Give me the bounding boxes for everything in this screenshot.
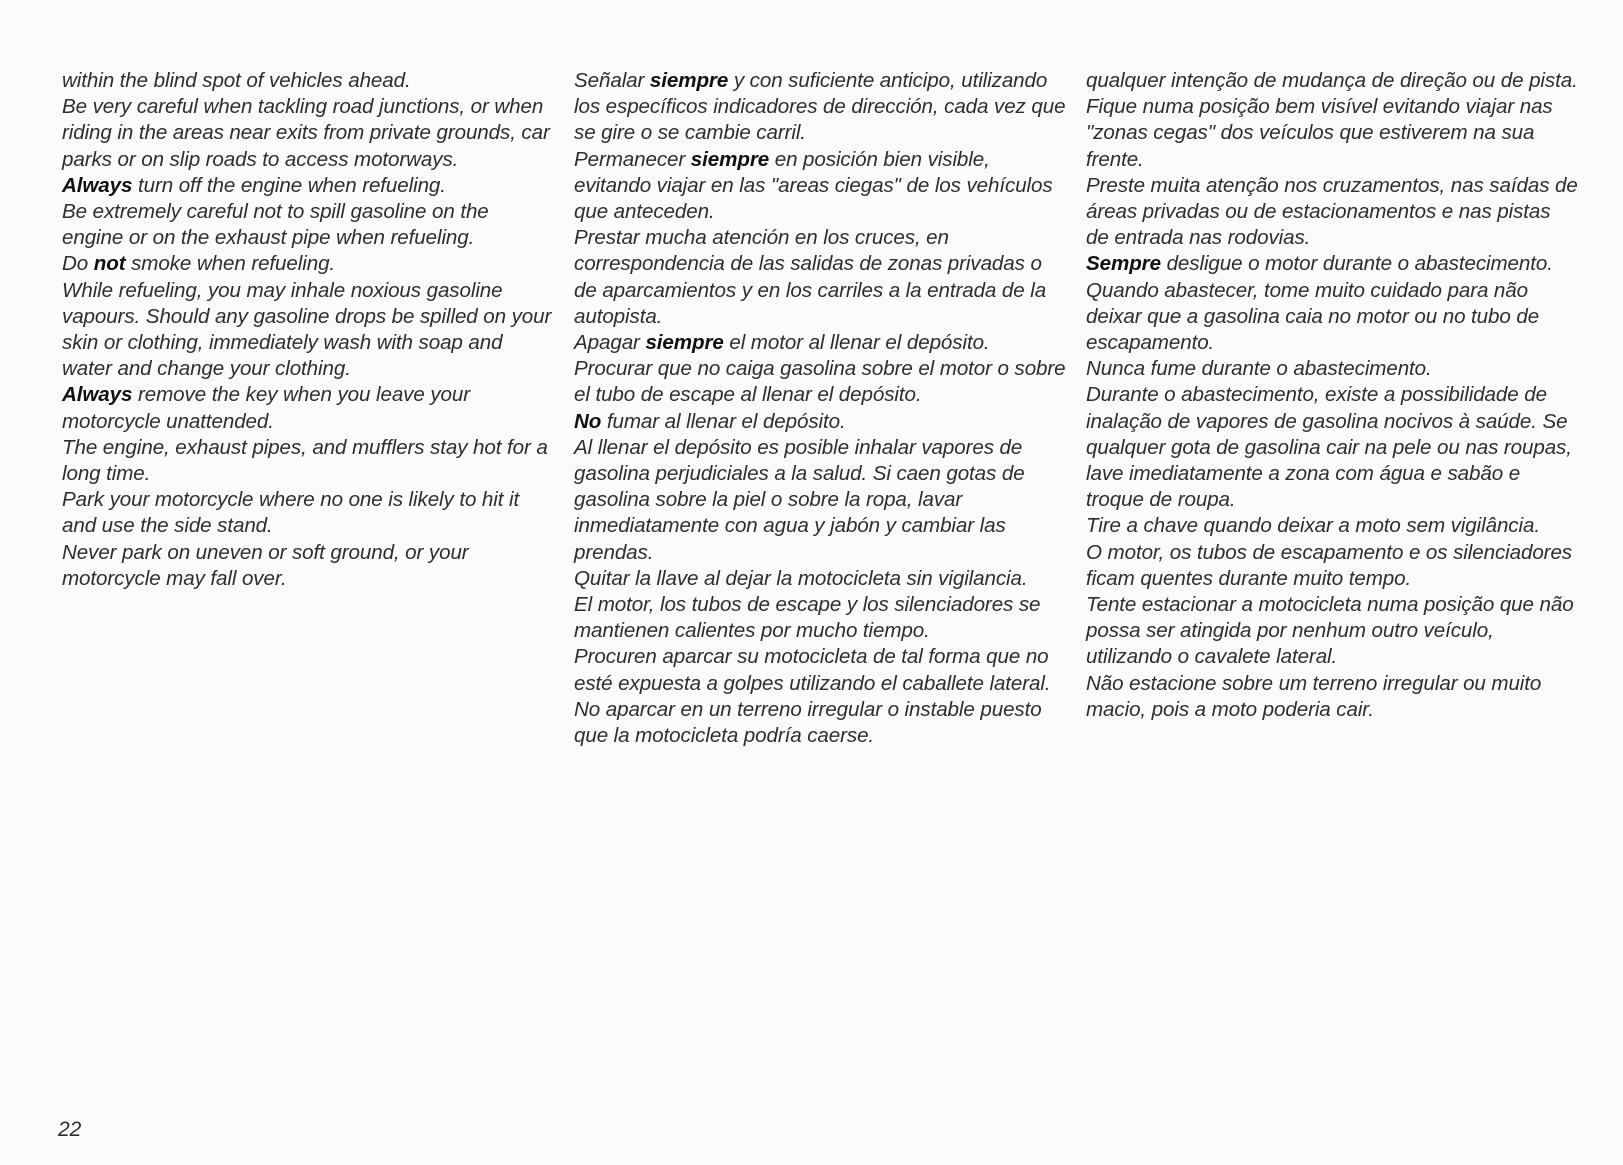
paragraph: Do not smoke when refueling. (62, 252, 336, 276)
paragraph: Al llenar el depósito es posible inhalar vapores de gasolina perjudiciales a la salud. Si caen gotas de gasolina sobre la piel o sobre la ropa, lavar inmediatamente con agua y jabón y cambiar las prendas. (574, 435, 1025, 564)
paragraph: Sempre desligue o motor durante o abastecimento. (1086, 252, 1553, 276)
paragraph: Durante o abastecimento, existe a possibilidade de inalação de vapores de gasolina nocivos à saúde. Se qualquer gota de gasolina cair na pele ou nas roupas, lave imediatamente a zona com água e sabão e troque de roupa. (1086, 383, 1572, 512)
spanish-column (574, 68, 1066, 749)
paragraph: Preste muita atenção nos cruzamentos, nas saídas de áreas privadas ou de estacionamentos e nas pistas de entrada nas rodovias. (1086, 173, 1578, 250)
paragraph: Apagar siempre el motor al llenar el depósito. (574, 331, 990, 355)
paragraph: Procurar que no caiga gasolina sobre el motor o sobre el tubo de escape al llenar el depósito. (574, 357, 1066, 407)
paragraph: El motor, los tubos de escape y los silenciadores se mantienen calientes por mucho tiempo. (574, 593, 1041, 643)
paragraph: Permanecer siempre en posición bien visible, evitando viajar en las "areas ciegas" de los vehículos que anteceden. (574, 147, 1053, 224)
paragraph: Quando abastecer, tome muito cuidado para não deixar que a gasolina caia no motor ou no tubo de escapamento. (1086, 278, 1540, 355)
paragraph: Quitar la llave al dejar la motocicleta sin vigilancia. (574, 566, 1028, 590)
paragraph: Be extremely careful not to spill gasoline on the engine or on the exhaust pipe when refueling. (62, 200, 489, 250)
paragraph: within the blind spot of vehicles ahead. (62, 69, 411, 92)
paragraph: Park your motorcycle where no one is likely to hit it and use the side stand. (62, 488, 520, 538)
paragraph: No fumar al llenar el depósito. (574, 409, 846, 433)
paragraph: Always remove the key when you leave your motorcycle unattended. (62, 383, 470, 433)
paragraph: While refueling, you may inhale noxious gasoline vapours. Should any gasoline drops be spilled on your skin or clothing, immediately wash with soap and water and change your clothing. (62, 278, 552, 381)
paragraph: Tire a chave quando deixar a moto sem vigilância. (1086, 514, 1540, 538)
paragraph: qualquer intenção de mudança de direção ou de pista. (1086, 69, 1578, 92)
paragraph: Tente estacionar a motocicleta numa posição que não possa ser atingida por nenhum outro veículo, utilizando o cavalete lateral. (1086, 593, 1574, 669)
paragraph: The engine, exhaust pipes, and mufflers stay hot for a long time. (62, 435, 548, 486)
paragraph: Nunca fume durante o abastecimento. (1086, 357, 1432, 381)
paragraph: Procuren aparcar su motocicleta de tal forma que no esté expuesta a golpes utilizando el caballete lateral. (574, 645, 1051, 695)
paragraph: Be very careful when tackling road junctions, or when riding in the areas near exits from private grounds, car parks or on slip roads to access motorways. (62, 95, 550, 171)
paragraph: Señalar siempre y con suficiente anticipo, utilizando los específicos indicadores de dirección, cada vez que se gire o se cambie carril. (574, 69, 1066, 145)
paragraph: Não estacione sobre um terreno irregular ou muito macio, pois a moto poderia cair. (1086, 671, 1542, 721)
paragraph: No aparcar en un terreno irregular o instable puesto que la motocicleta podría caerse. (574, 697, 1042, 748)
paragraph: Always turn off the engine when refueling. (62, 173, 446, 197)
english-column (62, 68, 554, 592)
paragraph: Prestar mucha atención en los cruces, en correspondencia de las salidas de zonas privadas o de aparcamientos y en los carriles a la entrada de la autopista. (574, 226, 1047, 328)
paragraph: Never park on uneven or soft ground, or your motorcycle may fall over. (62, 540, 469, 590)
paragraph: Fique numa posição bem visível evitando viajar nas "zonas cegas" dos veículos que estiverem na sua frente. (1086, 95, 1553, 171)
paragraph: O motor, os tubos de escapamento e os silenciadores ficam quentes durante muito tempo. (1086, 540, 1572, 590)
portuguese-column (1086, 68, 1578, 723)
page-number: 22 (58, 1118, 82, 1141)
